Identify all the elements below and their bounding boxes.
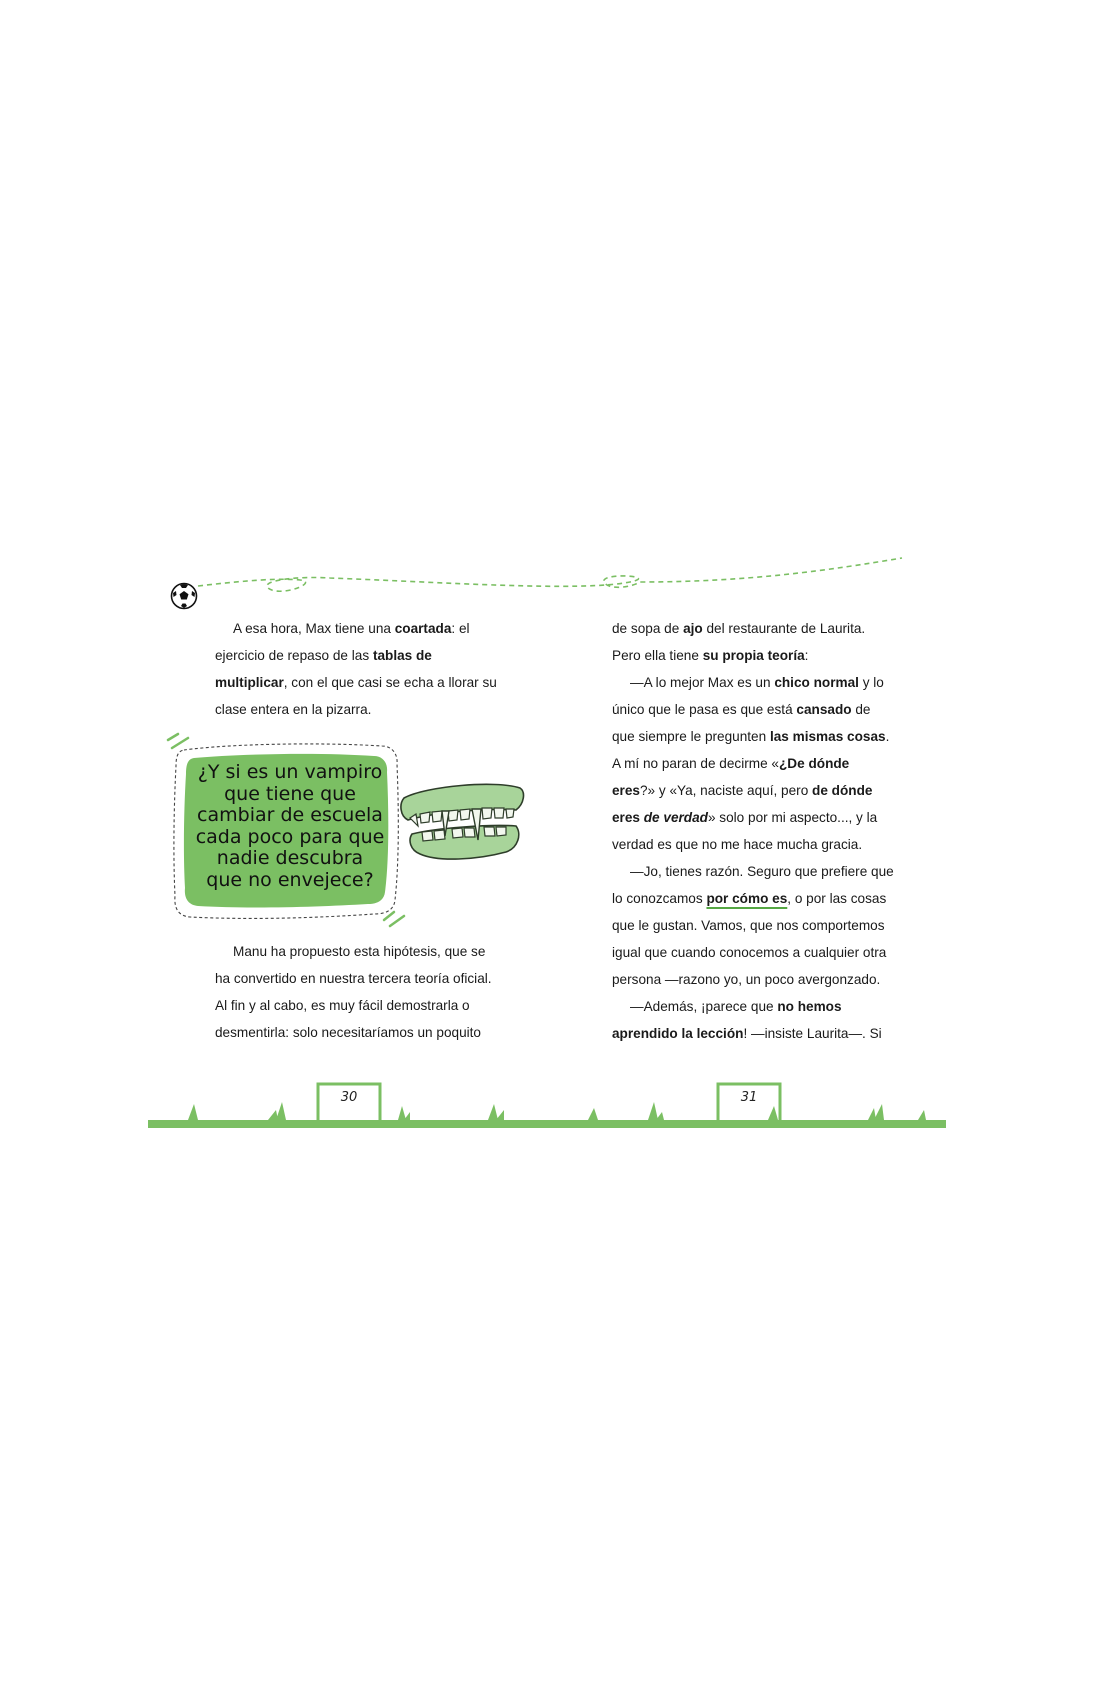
callout-line: cada poco para que bbox=[195, 825, 385, 848]
text-line bbox=[612, 1020, 912, 1047]
bold-text-run: cansado bbox=[796, 702, 852, 717]
left-paragraph-1 bbox=[215, 615, 495, 723]
text-run: de bbox=[851, 702, 871, 717]
text-run: —A lo mejor Max es un bbox=[630, 675, 775, 690]
page-number-right: 31 bbox=[740, 1090, 758, 1105]
text-line bbox=[612, 939, 912, 966]
text-run: del restaurante de Laurita. bbox=[702, 621, 866, 636]
text-run: ?» y «Ya, naciste aquí, pero bbox=[639, 783, 813, 798]
text-run: verdad es que no me hace mucha gracia. bbox=[612, 837, 863, 852]
bold-text-run: chico normal bbox=[774, 675, 859, 690]
text-line bbox=[215, 669, 495, 696]
text-run: persona —razono yo, un poco avergonzado. bbox=[612, 972, 881, 987]
text-run: Al fin y al cabo, es muy fácil demostrarla o bbox=[215, 998, 470, 1013]
text-run: ha convertido en nuestra tercera teoría oficial. bbox=[215, 971, 492, 986]
text-run: , con el que casi se echa a llorar su bbox=[283, 675, 497, 690]
bold-text-run: de dónde bbox=[812, 783, 873, 798]
callout-accent-top-left bbox=[164, 732, 194, 756]
text-line bbox=[215, 992, 495, 1019]
text-run: que siempre le pregunten bbox=[612, 729, 770, 744]
text-line bbox=[612, 723, 912, 750]
text-run: : bbox=[804, 648, 809, 663]
bold-text-run: coartada bbox=[394, 621, 452, 636]
callout-line: cambiar de escuela bbox=[197, 804, 383, 826]
text-run: , o por las cosas bbox=[787, 891, 887, 906]
text-line bbox=[612, 831, 912, 858]
grass-footer bbox=[148, 1074, 946, 1134]
text-run: clase entera en la pizarra. bbox=[215, 702, 372, 717]
ball-trajectory-line bbox=[190, 552, 910, 612]
text-run: Manu ha propuesto esta hipótesis, que se bbox=[233, 944, 486, 959]
text-line bbox=[215, 642, 495, 669]
bold-text-run: tablas de bbox=[372, 648, 432, 663]
bold-text-run: eres bbox=[612, 810, 644, 825]
text-run: lo conozcamos bbox=[612, 891, 707, 906]
callout-line: que tiene que bbox=[224, 782, 356, 805]
text-line bbox=[612, 615, 912, 642]
text-run: » solo por mi aspecto..., y la bbox=[707, 810, 878, 825]
text-run: y lo bbox=[858, 675, 884, 690]
text-run: A esa hora, Max tiene una bbox=[233, 621, 395, 636]
bold-text-run: su propia teoría bbox=[702, 648, 805, 663]
text-line bbox=[612, 669, 912, 696]
text-line bbox=[215, 1019, 495, 1046]
callout-line: nadie descubra bbox=[216, 847, 364, 869]
text-line bbox=[215, 938, 495, 965]
text-run: Pero ella tiene bbox=[612, 648, 703, 663]
text-run: . bbox=[885, 729, 890, 744]
text-run: A mí no paran de decirme « bbox=[612, 756, 779, 771]
text-run: —Además, ¡parece que bbox=[630, 999, 778, 1014]
page-number-left: 30 bbox=[340, 1090, 358, 1105]
bold-text-run: por cómo es bbox=[706, 891, 788, 906]
text-run: igual que cuando conocemos a cualquier otra bbox=[612, 945, 887, 960]
soccer-ball-icon bbox=[170, 582, 198, 610]
bold-text-run: de verdad bbox=[643, 810, 708, 825]
text-run: único que le pasa es que está bbox=[612, 702, 797, 717]
text-line bbox=[612, 804, 912, 831]
text-line bbox=[612, 777, 912, 804]
text-line bbox=[612, 696, 912, 723]
text-line bbox=[215, 965, 495, 992]
text-run: ejercicio de repaso de las bbox=[215, 648, 373, 663]
vampire-teeth-illustration bbox=[396, 778, 528, 862]
text-run: —Jo, tienes razón. Seguro que prefiere que bbox=[630, 864, 894, 879]
bold-text-run: aprendido la lección bbox=[612, 1026, 744, 1041]
text-line bbox=[612, 642, 912, 669]
text-line bbox=[612, 885, 912, 912]
callout-accent-bottom-right bbox=[380, 900, 410, 928]
text-line bbox=[612, 912, 912, 939]
right-page-text bbox=[612, 615, 912, 1047]
callout-line: ¿Y si es un vampiro bbox=[197, 761, 383, 783]
text-line bbox=[612, 750, 912, 777]
text-run: : el bbox=[451, 621, 470, 636]
text-line bbox=[215, 615, 495, 642]
callout-line: que no envejece? bbox=[206, 868, 374, 891]
text-run: que le gustan. Vamos, que nos comportemos bbox=[612, 918, 885, 933]
bold-text-run: no hemos bbox=[777, 999, 842, 1014]
text-line bbox=[215, 696, 495, 723]
bold-text-run: multiplicar bbox=[215, 675, 284, 690]
bold-text-run: las mismas cosas bbox=[769, 729, 886, 744]
text-line bbox=[612, 858, 912, 885]
bold-text-run: ¿De dónde bbox=[779, 756, 850, 771]
bold-text-run: eres bbox=[612, 783, 640, 798]
bold-text-run: ajo bbox=[683, 621, 703, 636]
text-run: ! —insiste Laurita—. Si bbox=[743, 1026, 882, 1041]
text-line bbox=[612, 993, 912, 1020]
text-run: de sopa de bbox=[612, 621, 684, 636]
callout-question bbox=[186, 762, 394, 891]
text-run: desmentirla: solo necesitaríamos un poquito bbox=[215, 1025, 481, 1040]
left-paragraph-2 bbox=[215, 938, 495, 1046]
text-line bbox=[612, 966, 912, 993]
